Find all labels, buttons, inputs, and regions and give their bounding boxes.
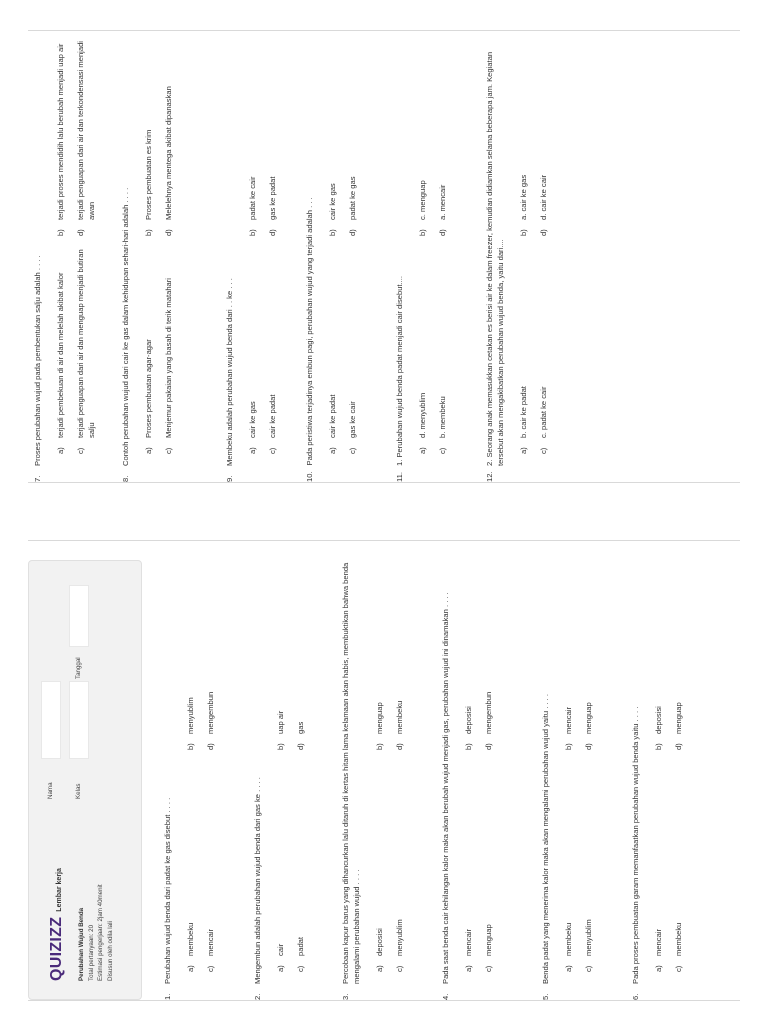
answer-options <box>55 30 97 482</box>
option-text: menguap <box>484 924 493 956</box>
option-letter: d) <box>206 743 215 750</box>
answer-option[interactable] <box>247 30 258 236</box>
answer-option[interactable] <box>327 248 338 454</box>
option-text: b. cair ke padat <box>519 386 528 438</box>
answer-option[interactable] <box>673 540 684 750</box>
answer-options <box>463 540 494 1000</box>
option-letter: c) <box>539 447 548 454</box>
question-5 <box>540 540 594 1000</box>
option-text: c. menguap <box>418 180 427 220</box>
option-text: mengembun <box>484 691 493 734</box>
answer-options <box>143 30 174 482</box>
option-letter: b) <box>418 229 427 236</box>
question-text-row <box>484 30 506 482</box>
answer-option[interactable] <box>563 762 574 972</box>
option-text: padat ke cair <box>248 176 257 220</box>
answer-option[interactable] <box>143 30 154 236</box>
option-letter: a) <box>519 447 528 454</box>
option-letter: a) <box>144 447 153 454</box>
option-text: Proses pembuatan agar-agar <box>144 339 153 438</box>
option-text: cair ke padat <box>328 394 337 438</box>
question-number: 1. <box>163 993 172 1000</box>
question-8 <box>120 30 174 482</box>
option-letter: a) <box>248 447 257 454</box>
option-text: cair <box>276 943 285 956</box>
option-text: padat <box>296 936 305 956</box>
answer-option[interactable] <box>483 762 494 972</box>
option-text: a. mencair <box>438 184 447 220</box>
option-letter: b) <box>375 743 384 750</box>
option-letter: a) <box>186 965 195 972</box>
option-letter: d) <box>395 743 404 750</box>
answer-option[interactable] <box>653 540 664 750</box>
question-text: Perubahan wujud benda dari padat ke gas disebut . . . . <box>163 797 172 984</box>
option-text: menyublim <box>584 919 593 956</box>
option-letter: d) <box>348 229 357 236</box>
date-field <box>69 585 89 679</box>
option-text: deposisi <box>464 706 473 734</box>
option-letter: b) <box>564 743 573 750</box>
class-field <box>69 681 89 799</box>
option-letter: b) <box>144 229 153 236</box>
answer-option[interactable] <box>347 248 358 454</box>
answer-option[interactable] <box>583 762 594 972</box>
answer-option[interactable] <box>275 762 286 972</box>
question-4 <box>440 540 494 1000</box>
option-text: Proses pembuatan es krim <box>144 129 153 220</box>
question-text-row <box>162 540 173 1000</box>
question-text-row <box>304 30 315 482</box>
answer-options <box>327 30 358 482</box>
option-text: gas ke padat <box>268 176 277 220</box>
answer-option[interactable] <box>518 248 529 454</box>
option-letter: b) <box>248 229 257 236</box>
question-text: Pada peristiwa terjadinya embun pagi, perubahan wujud yang terjadi adalah . . . <box>305 197 314 466</box>
question-text-row <box>224 30 235 482</box>
date-label: Tanggal <box>74 657 82 679</box>
question-text: 2. Seorang anak memasukkan cetakan es berisi air ke dalam freezer, kemudian didiamkan selama beberapa jam. Kegiatan tersebut akan mengakibatkan perubahan wujud benda, yaitu dari.... <box>485 51 505 466</box>
worksheet-header <box>28 560 142 1000</box>
total-questions: Total pertanyaan: 20 <box>87 924 95 981</box>
answer-option[interactable] <box>538 30 549 236</box>
question-text-row <box>394 30 405 482</box>
question-text: Percobaan kapur barus yang dihancurkan lalu ditaruh di kertas hitam lama kelamaan akan habis, membuktikan bahwa benda mengalami perubahan wujud . . . . <box>341 562 361 984</box>
option-letter: a) <box>564 965 573 972</box>
answer-option[interactable] <box>247 248 258 454</box>
option-text: cair ke gas <box>248 401 257 438</box>
answer-option[interactable] <box>75 248 97 454</box>
option-letter: b) <box>519 229 528 236</box>
option-letter: c) <box>206 965 215 972</box>
answer-option[interactable] <box>205 540 216 750</box>
logo-mark: QUIZIZZ <box>48 916 65 981</box>
date-input[interactable] <box>69 585 89 647</box>
answer-options <box>417 30 448 482</box>
option-text: gas <box>296 721 305 734</box>
option-text: menguap <box>674 702 683 734</box>
answer-option[interactable] <box>295 540 306 750</box>
question-text: Pada saat benda cair kehilangan kalor maka akan berubah wujud menjadi gas, perubahan wujud ini dinamakan . . . . <box>441 592 450 984</box>
question-number: 9. <box>225 475 234 482</box>
question-11 <box>394 30 448 482</box>
option-text: mencair <box>564 706 573 734</box>
class-input[interactable] <box>69 681 89 759</box>
question-7 <box>32 30 97 482</box>
option-text: mencair <box>206 928 215 956</box>
answer-option[interactable] <box>163 248 174 454</box>
answer-option[interactable] <box>185 540 196 750</box>
question-number: 11. <box>395 472 404 482</box>
answer-option[interactable] <box>327 30 338 236</box>
worksheet-page-1 <box>28 540 740 1000</box>
answer-options <box>275 540 306 1000</box>
option-letter: c) <box>348 447 357 454</box>
option-text: menguap <box>375 702 384 734</box>
name-label: Nama <box>46 782 54 799</box>
answer-option[interactable] <box>374 762 385 972</box>
option-letter: d) <box>438 229 447 236</box>
option-text: menguap <box>584 702 593 734</box>
option-text: menyublim <box>186 697 195 734</box>
option-letter: c) <box>484 965 493 972</box>
question-text: 1. Perubahan wujud benda padat menjadi cair disebut.... <box>395 276 404 466</box>
option-text: b. membeku <box>438 396 447 438</box>
answer-options <box>653 540 684 1000</box>
option-text: cair ke padat <box>268 394 277 438</box>
question-text-row <box>252 540 263 1000</box>
option-letter: d) <box>674 743 683 750</box>
answer-option[interactable] <box>563 540 574 750</box>
question-text-row <box>540 540 551 1000</box>
name-input[interactable] <box>41 681 61 759</box>
option-letter: b) <box>464 743 473 750</box>
answer-option[interactable] <box>437 30 448 236</box>
answer-option[interactable] <box>653 762 664 972</box>
option-text: terjadi penguapan dari air dan menguap menjadi butiran salju <box>76 249 96 438</box>
option-letter: a) <box>654 965 663 972</box>
name-field <box>41 681 61 799</box>
question-6 <box>630 540 684 1000</box>
option-text: cair ke gas <box>328 183 337 220</box>
option-text: mencair <box>654 928 663 956</box>
option-text: d. cair ke cair <box>539 174 548 220</box>
question-number: 4. <box>441 993 450 1000</box>
answer-option[interactable] <box>394 540 405 750</box>
answer-options <box>374 540 405 1000</box>
answer-options <box>518 30 549 482</box>
option-text: c. padat ke cair <box>539 386 548 438</box>
option-text: Melelehnya mentega akibat dipanaskan <box>164 86 173 220</box>
option-letter: d) <box>296 743 305 750</box>
answer-option[interactable] <box>673 762 684 972</box>
question-number: 10. <box>305 471 314 482</box>
answer-option[interactable] <box>417 30 428 236</box>
answer-option[interactable] <box>417 248 428 454</box>
question-text: Membeku adalah perubahan wujud benda dari . . ke . . . <box>225 278 234 466</box>
question-text-row <box>340 540 362 1000</box>
question-text: Pada proses pembuatan garam memanfaatkan perubahan wujud benda yaitu . . . . <box>631 706 640 984</box>
option-text: membeku <box>395 700 404 734</box>
worksheet-meta <box>77 884 115 981</box>
question-number: 6. <box>631 993 640 1000</box>
class-label: Kelas <box>74 783 82 799</box>
option-letter: c) <box>296 965 305 972</box>
answer-option[interactable] <box>75 30 97 236</box>
answer-option[interactable] <box>163 30 174 236</box>
question-text: Benda padat yang menerima kalor maka akan mengalami perubahan wujud yaitu . . . . <box>541 694 550 984</box>
option-text: deposisi <box>654 706 663 734</box>
answer-option[interactable] <box>483 540 494 750</box>
option-letter: a) <box>375 965 384 972</box>
option-letter: c) <box>395 965 404 972</box>
question-number: 5. <box>541 993 550 1000</box>
estimated-time: Estimasi pengerjaan: 2jam 40menit <box>97 884 105 981</box>
author: Disusun oleh odila lali <box>106 921 114 981</box>
option-text: terjadi pembekuan di air dan melelah akibat kalor <box>56 272 65 438</box>
option-text: membeku <box>186 922 195 956</box>
option-letter: b) <box>276 743 285 750</box>
question-2 <box>252 540 306 1000</box>
question-text-row <box>630 540 641 1000</box>
option-letter: b) <box>328 229 337 236</box>
question-number: 8. <box>121 475 130 482</box>
answer-options <box>247 30 278 482</box>
option-text: menyublim <box>395 919 404 956</box>
option-text: a. cair ke gas <box>519 174 528 220</box>
option-letter: d) <box>76 229 85 236</box>
option-letter: c) <box>438 447 447 454</box>
answer-option[interactable] <box>538 248 549 454</box>
option-letter: a) <box>418 447 427 454</box>
answer-option[interactable] <box>55 30 66 236</box>
question-10 <box>304 30 358 482</box>
question-number: 12. <box>485 471 494 482</box>
option-letter: d) <box>584 743 593 750</box>
answer-option[interactable] <box>55 248 66 454</box>
quizizz-logo <box>45 868 68 981</box>
page-divider-bottom <box>28 1000 740 1001</box>
answer-option[interactable] <box>463 540 474 750</box>
answer-options <box>563 540 594 1000</box>
question-12 <box>484 30 549 482</box>
question-number: 3. <box>341 993 350 1000</box>
question-text: Proses perubahan wujud pada pembentukan salju adalah . . . . <box>33 255 42 466</box>
worksheet-title: Perubahan Wujud Benda <box>78 907 85 981</box>
question-3 <box>340 540 405 1000</box>
option-letter: b) <box>186 743 195 750</box>
option-letter: b) <box>654 743 663 750</box>
option-letter: c) <box>76 447 85 454</box>
option-text: terjadi penguapan dari air dan terkondensasi menjadi awan <box>76 41 96 220</box>
worksheet-page-2 <box>28 30 740 482</box>
option-letter: d) <box>164 229 173 236</box>
answer-option[interactable] <box>275 540 286 750</box>
answer-option[interactable] <box>205 762 216 972</box>
question-text: Mengembun adalah perubahan wujud benda dari gas ke . . . . <box>253 777 262 984</box>
option-letter: a) <box>328 447 337 454</box>
question-1 <box>162 540 216 1000</box>
option-text: deposisi <box>375 928 384 956</box>
answer-option[interactable] <box>347 30 358 236</box>
option-text: membeku <box>674 922 683 956</box>
answer-option[interactable] <box>518 30 529 236</box>
option-letter: a) <box>56 447 65 454</box>
question-text: Contoh perubahan wujud dari cair ke gas dalam kehidupan sehari-hari adalah . . . . <box>121 187 130 466</box>
option-letter: c) <box>268 447 277 454</box>
answer-option[interactable] <box>267 30 278 236</box>
option-letter: d) <box>539 229 548 236</box>
answer-option[interactable] <box>583 540 594 750</box>
option-letter: c) <box>674 965 683 972</box>
answer-option[interactable] <box>374 540 385 750</box>
question-text-row <box>440 540 451 1000</box>
answer-option[interactable] <box>143 248 154 454</box>
option-text: Menjemur pakaian yang basah di terik matahari <box>164 278 173 438</box>
option-letter: a) <box>276 965 285 972</box>
question-text-row <box>120 30 131 482</box>
answer-option[interactable] <box>267 248 278 454</box>
page-divider-middle-1 <box>28 482 740 483</box>
option-letter: b) <box>56 229 65 236</box>
option-letter: d) <box>484 743 493 750</box>
option-text: mencair <box>464 928 473 956</box>
option-letter: a) <box>464 965 473 972</box>
question-9 <box>224 30 278 482</box>
option-text: membeku <box>564 922 573 956</box>
option-letter: c) <box>164 447 173 454</box>
option-letter: d) <box>268 229 277 236</box>
answer-option[interactable] <box>295 762 306 972</box>
answer-option[interactable] <box>463 762 474 972</box>
option-text: terjadi proses mendidih lalu berubah menjadi uap air <box>56 43 65 220</box>
answer-option[interactable] <box>437 248 448 454</box>
worksheet-label: Lembar kerja <box>56 868 63 912</box>
question-text-row <box>32 30 43 482</box>
option-text: d. menyublim <box>418 392 427 438</box>
answer-option[interactable] <box>394 762 405 972</box>
question-number: 2. <box>253 993 262 1000</box>
option-text: padat ke gas <box>348 176 357 220</box>
answer-option[interactable] <box>185 762 196 972</box>
question-number: 7. <box>33 475 42 482</box>
option-letter: c) <box>584 965 593 972</box>
option-text: gas ke cair <box>348 401 357 438</box>
option-text: mengembun <box>206 691 215 734</box>
answer-options <box>185 540 216 1000</box>
option-text: uap air <box>276 710 285 734</box>
